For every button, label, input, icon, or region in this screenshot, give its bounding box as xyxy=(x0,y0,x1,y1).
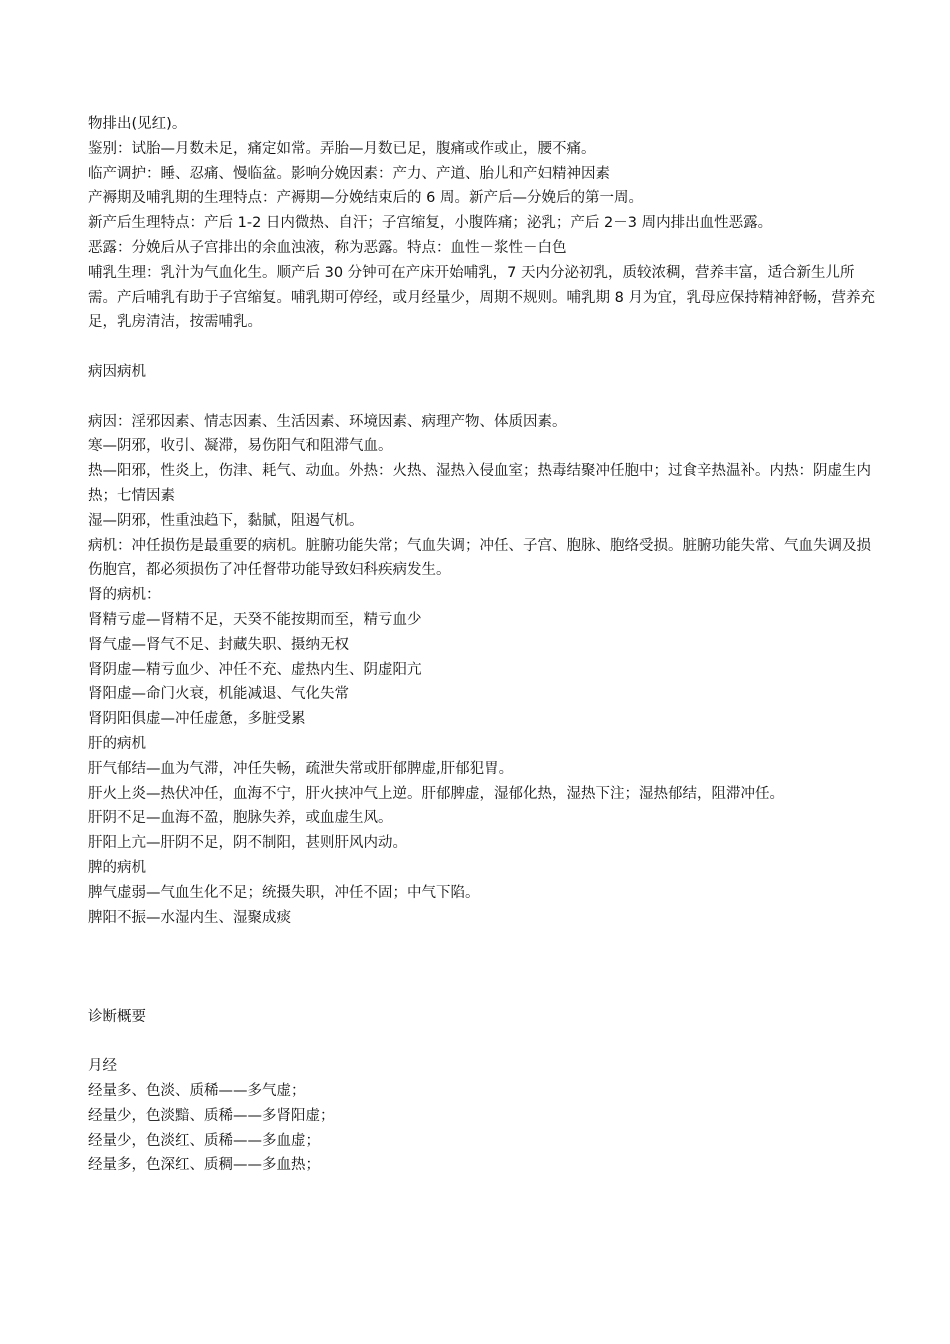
text-line: 寒—阴邪，收引、凝滞，易伤阳气和阻滞气血。 xyxy=(88,438,393,455)
text-line: 肝阳上亢—肝阴不足，阴不制阳，甚则肝风内动。 xyxy=(88,835,407,852)
text-line: 经量多、色淡、质稀——多气虚； xyxy=(88,1083,306,1100)
text-line: 肾阴虚—精亏血少、冲任不充、虚热内生、阴虚阳亢 xyxy=(88,661,422,678)
text-line: 肝阴不足—血海不盈，胞脉失养，或血虚生风。 xyxy=(88,810,393,827)
text-paragraph: 病机：冲任损伤是最重要的病机。脏腑功能失常；气血失调；冲任、子宫、胞脉、胞络受损。脏腑功能失常、气血失调及损伤胞宫，都必须损伤了冲任督带功能导致妇科疾病发生。 xyxy=(88,537,871,579)
blank-line xyxy=(88,335,878,360)
text-line: 恶露：分娩后从子宫排出的余血浊液，称为恶露。特点：血性－浆性－白色 xyxy=(88,239,567,256)
text-paragraph: 肝火上炎—热伏冲任，血海不宁，肝火挟冲气上逆。肝郁脾虚，湿郁化热，湿热下注；湿热郁结，阻滞冲任。 xyxy=(88,785,784,802)
section-heading-etiology: 病因病机 xyxy=(88,363,146,380)
subheading-liver: 肝的病机 xyxy=(88,735,146,752)
document-body xyxy=(88,112,878,1178)
text-paragraph: 哺乳生理：乳汁为气血化生。顺产后 30 分钟可在产床开始哺乳，7 天内分泌初乳，质较浓稠，营养丰富，适合新生儿所需。产后哺乳有助于子宫缩复。哺乳期可停经，或月经量少，周期不规则。哺乳期 8 月为宜，乳母应保持精神舒畅，营养充足，乳房清洁，按需哺乳。 xyxy=(88,264,875,331)
blank-line xyxy=(88,385,878,410)
subheading-kidney: 肾的病机： xyxy=(88,587,161,604)
text-line: 临产调护：睡、忍痛、慢临盆。影响分娩因素：产力、产道、胎儿和产妇精神因素 xyxy=(88,165,610,182)
text-line: 脾气虚弱—气血生化不足；统摄失职，冲任不固；中气下陷。 xyxy=(88,884,480,901)
text-line: 肾气虚—肾气不足、封藏失职、摄纳无权 xyxy=(88,636,349,653)
text-line: 经量少，色淡红、质稀——多血虚； xyxy=(88,1132,320,1149)
subheading-menses: 月经 xyxy=(88,1058,117,1075)
text-line: 产褥期及哺乳期的生理特点：产褥期—分娩结束后的 6 周。新产后—分娩后的第一周。 xyxy=(88,190,643,207)
text-line: 经量多，色深红、质稠——多血热； xyxy=(88,1157,320,1174)
blank-lines xyxy=(88,930,878,1004)
text-line: 脾阳不振—水湿内生、湿聚成痰 xyxy=(88,909,291,926)
text-line: 经量少，色淡黯、质稀——多肾阳虚； xyxy=(88,1107,335,1124)
text-line: 肾精亏虚—肾精不足，天癸不能按期而至，精亏血少 xyxy=(88,611,422,628)
text-line: 湿—阴邪，性重浊趋下，黏腻，阻遏气机。 xyxy=(88,512,364,529)
text-line: 肾阴阳俱虚—冲任虚惫，多脏受累 xyxy=(88,711,306,728)
text-line: 新产后生理特点：产后 1-2 日内微热、自汗；子宫缩复，小腹阵痛；泌乳；产后 2－3 周内排出血性恶露。 xyxy=(88,215,773,232)
blank-line xyxy=(88,1029,878,1054)
section-heading-diagnosis: 诊断概要 xyxy=(88,1008,146,1025)
text-line: 病因：淫邪因素、情志因素、生活因素、环境因素、病理产物、体质因素。 xyxy=(88,413,567,430)
text-line: 肾阳虚—命门火衰，机能减退、气化失常 xyxy=(88,686,349,703)
text-line: 鉴别：试胎—月数未足，痛定如常。弄胎—月数已足，腹痛或作或止，腰不痛。 xyxy=(88,140,596,157)
subheading-spleen: 脾的病机 xyxy=(88,859,146,876)
text-line: 物排出(见红)。 xyxy=(88,116,187,132)
text-line: 肝气郁结—血为气滞，冲任失畅，疏泄失常或肝郁脾虚,肝郁犯胃。 xyxy=(88,760,514,777)
text-paragraph: 热—阳邪，性炎上，伤津、耗气、动血。外热：火热、湿热入侵血室；热毒结聚冲任胞中；过食辛热温补。内热：阴虚生内热；七情因素 xyxy=(88,463,871,504)
